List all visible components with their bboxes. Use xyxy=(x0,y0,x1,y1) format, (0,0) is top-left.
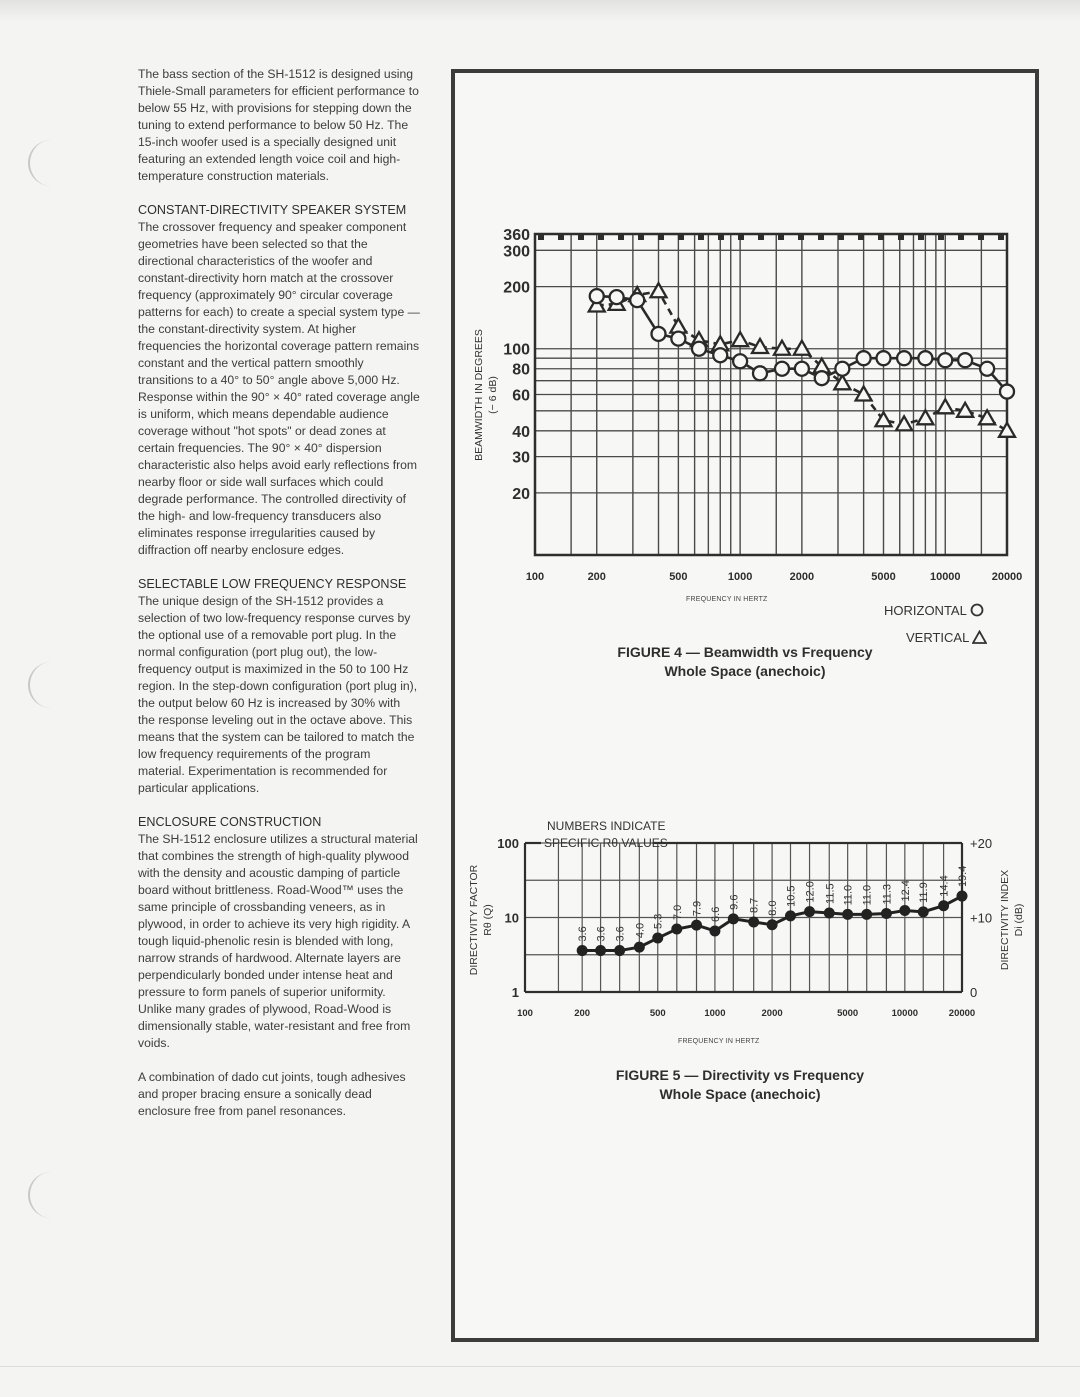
tick-mark xyxy=(698,234,704,240)
filled-circle-marker-icon xyxy=(899,905,910,916)
svg-text:Di (dB): Di (dB) xyxy=(1013,903,1025,937)
x-tick-label: 5000 xyxy=(871,571,896,583)
filled-circle-marker-icon xyxy=(709,925,720,936)
tick-mark xyxy=(778,234,784,240)
svg-text:DIRECTIVITY INDEX: DIRECTIVITY INDEX xyxy=(999,869,1011,971)
tick-mark xyxy=(578,234,584,240)
x-tick-label: 500 xyxy=(669,571,688,583)
section-heading: SELECTABLE LOW FREQUENCY RESPONSE xyxy=(138,577,407,591)
value-label xyxy=(805,881,817,902)
value-label xyxy=(577,926,589,941)
svg-text:(− 6 dB): (− 6 dB) xyxy=(487,376,499,414)
circle-marker-icon xyxy=(775,362,789,376)
filled-circle-marker-icon xyxy=(691,920,702,931)
svg-text:3.6: 3.6 xyxy=(595,926,608,942)
x-tick-label: 100 xyxy=(517,1008,533,1019)
y-tick-label: 100 xyxy=(497,836,519,851)
figure5-directivity-chart xyxy=(455,815,1030,1030)
svg-text:BEAMWIDTH IN DEGREES: BEAMWIDTH IN DEGREES xyxy=(473,329,485,461)
section-enclosure xyxy=(138,814,420,1120)
svg-text:10.5: 10.5 xyxy=(785,885,798,907)
triangle-marker-icon xyxy=(856,387,872,401)
tick-mark xyxy=(818,234,824,240)
filled-circle-marker-icon xyxy=(767,919,778,930)
tick-mark xyxy=(858,234,864,240)
section-bass xyxy=(138,66,420,185)
value-label xyxy=(749,898,761,913)
tick-mark xyxy=(618,234,624,240)
y-right-tick-label: 0 xyxy=(970,985,978,1000)
circle-marker-icon xyxy=(651,327,665,341)
svg-text:11.3: 11.3 xyxy=(881,883,894,905)
figure5-ylabel-left xyxy=(468,864,494,975)
x-tick-label: 20000 xyxy=(948,1008,976,1019)
circle-marker-icon xyxy=(877,351,891,365)
x-tick-label: 200 xyxy=(587,571,606,583)
tick-mark xyxy=(538,234,544,240)
circle-marker-icon xyxy=(671,332,685,346)
value-label xyxy=(767,900,779,915)
x-tick-label: 1000 xyxy=(727,571,753,583)
paragraph: The unique design of the SH-1512 provides a selection of two low-frequency response curves by the optional use of a removable port plug. In the normal configuration (port plug out), the low-frequency output is maximized in the 50 to 100 Hz region. In the step-down configuration (port plug in), the output below 60 Hz is increased by 30% with the response leveling out in the octave above. This means that the system can be tailored to match the low frequency requirements of the program material. Experimentation is recommended for particular applications. xyxy=(138,594,418,795)
x-tick-label: 20000 xyxy=(991,571,1023,583)
figure4-caption xyxy=(585,643,905,681)
value-label xyxy=(785,885,797,906)
y-right-tick-label: +10 xyxy=(970,910,993,926)
x-tick-label: 500 xyxy=(649,1008,666,1019)
svg-text:9.6: 9.6 xyxy=(728,894,741,910)
paragraph: The bass section of the SH-1512 is designed using Thiele-Small parameters for efficient performance to below 55 Hz, with provisions for stepping down the tuning to extend performance to below 50 Hz. The 15-inch woofer used is a specially designed unit featuring an extended length voice coil and high-temperature construction materials. xyxy=(138,67,419,183)
svg-text:11.0: 11.0 xyxy=(842,884,855,906)
paragraph: A combination of dado cut joints, tough adhesives and proper bracing ensure a sonically dead enclosure free from panel resonances. xyxy=(138,1070,406,1118)
section-heading: ENCLOSURE CONSTRUCTION xyxy=(138,815,322,829)
svg-text:14.4: 14.4 xyxy=(938,875,951,897)
svg-text:7.9: 7.9 xyxy=(691,900,704,917)
section-constant-directivity xyxy=(138,202,420,559)
figure5-caption-subtitle: Whole Space (anechoic) xyxy=(659,1086,821,1102)
tick-mark xyxy=(898,234,904,240)
tick-mark xyxy=(918,234,924,240)
circle-marker-icon xyxy=(815,371,829,385)
circle-marker-icon xyxy=(630,293,644,307)
value-label xyxy=(939,875,951,896)
figure4-caption-title: FIGURE 4 — Beamwidth vs Frequency xyxy=(617,644,873,660)
body-text-column xyxy=(138,66,420,1137)
figure5-caption xyxy=(580,1066,900,1104)
value-label xyxy=(596,926,608,941)
section-low-frequency xyxy=(138,576,420,797)
filled-circle-marker-icon xyxy=(842,909,853,920)
tick-mark xyxy=(738,234,744,240)
filled-circle-marker-icon xyxy=(824,907,835,918)
value-label xyxy=(615,926,627,941)
triangle-marker-icon xyxy=(917,410,933,424)
circle-marker-icon xyxy=(753,366,767,380)
figure5-ylabel-right xyxy=(999,870,1025,970)
tick-mark xyxy=(678,234,684,240)
filled-circle-marker-icon xyxy=(861,909,872,920)
filled-circle-marker-icon xyxy=(881,908,892,919)
svg-text:19.4: 19.4 xyxy=(957,865,969,888)
legend-horizontal xyxy=(884,603,984,618)
figure4-ylabel xyxy=(473,329,499,461)
x-tick-label: 2000 xyxy=(761,1008,783,1019)
filled-circle-marker-icon xyxy=(728,913,739,924)
circle-marker-icon xyxy=(692,342,706,356)
svg-text:3.6: 3.6 xyxy=(614,926,627,942)
filled-circle-marker-icon xyxy=(614,945,625,956)
figure5-note: SPECIFIC Rθ VALUES xyxy=(544,836,668,850)
filled-circle-marker-icon xyxy=(652,933,663,944)
triangle-marker-icon xyxy=(972,630,987,644)
scan-bottom-edge xyxy=(0,1366,1080,1367)
x-tick-label: 1000 xyxy=(704,1008,726,1019)
tick-mark xyxy=(998,234,1004,240)
y-tick-label: 360 xyxy=(503,227,530,244)
filled-circle-marker-icon xyxy=(918,906,929,917)
value-label xyxy=(862,885,874,906)
tick-mark xyxy=(718,234,724,240)
tick-mark xyxy=(938,234,944,240)
tick-mark xyxy=(878,234,884,240)
circle-marker-icon xyxy=(970,603,984,617)
y-tick-label: 60 xyxy=(512,387,530,405)
svg-text:12.0: 12.0 xyxy=(804,881,817,903)
circle-marker-icon xyxy=(857,351,871,365)
y-tick-label: 10 xyxy=(504,910,519,926)
triangle-marker-icon xyxy=(999,423,1015,437)
svg-text:12.4: 12.4 xyxy=(899,880,912,902)
x-tick-label: 200 xyxy=(574,1008,591,1019)
value-label xyxy=(918,882,930,903)
legend-vertical-label: VERTICAL xyxy=(906,630,969,645)
tick-mark xyxy=(758,234,764,240)
circle-marker-icon xyxy=(918,351,932,365)
svg-text:11.5: 11.5 xyxy=(824,883,837,904)
svg-text:11.0: 11.0 xyxy=(861,884,874,906)
filled-circle-marker-icon xyxy=(577,945,588,956)
filled-circle-marker-icon xyxy=(938,900,949,911)
circle-marker-icon xyxy=(590,289,604,303)
y-tick-label: 30 xyxy=(512,449,530,467)
tick-mark xyxy=(958,234,964,240)
y-tick-label: 200 xyxy=(503,279,530,297)
svg-text:5.3: 5.3 xyxy=(652,913,665,930)
figure4-caption-subtitle: Whole Space (anechoic) xyxy=(664,663,826,679)
value-label xyxy=(710,907,722,922)
triangle-marker-icon xyxy=(650,283,666,297)
svg-text:3.6: 3.6 xyxy=(577,926,590,942)
value-label xyxy=(634,923,646,938)
circle-marker-icon xyxy=(938,353,952,367)
figure5-note: NUMBERS INDICATE xyxy=(547,819,666,833)
figure5-caption-title: FIGURE 5 — Directivity vs Frequency xyxy=(615,1067,865,1083)
svg-text:7.0: 7.0 xyxy=(671,904,684,921)
svg-text:DIRECTIVITY FACTOR: DIRECTIVITY FACTOR xyxy=(468,864,480,976)
value-label xyxy=(672,905,684,920)
value-label xyxy=(900,880,912,901)
tick-mark xyxy=(638,234,644,240)
circle-marker-icon xyxy=(795,362,809,376)
circle-marker-icon xyxy=(610,290,624,304)
svg-text:6.6: 6.6 xyxy=(709,906,722,922)
value-label xyxy=(957,866,969,887)
filled-circle-marker-icon xyxy=(595,945,606,956)
tick-mark xyxy=(978,234,984,240)
circle-marker-icon xyxy=(713,348,727,362)
tick-mark xyxy=(838,234,844,240)
section-heading: CONSTANT-DIRECTIVITY SPEAKER SYSTEM xyxy=(138,203,407,217)
y-tick-label: 100 xyxy=(503,341,530,359)
tick-mark xyxy=(558,234,564,240)
circle-marker-icon xyxy=(835,362,849,376)
tick-mark xyxy=(658,234,664,240)
y-right-tick-label: +20 xyxy=(970,836,993,851)
x-tick-label: 10000 xyxy=(891,1008,919,1019)
triangle-marker-icon xyxy=(732,332,748,346)
value-label xyxy=(653,914,665,929)
svg-text:Rθ (Q): Rθ (Q) xyxy=(482,904,494,936)
legend-horizontal-label: HORIZONTAL xyxy=(884,603,967,618)
value-label xyxy=(881,884,893,905)
filled-circle-marker-icon xyxy=(957,891,968,902)
circle-marker-icon xyxy=(1000,385,1014,399)
svg-text:4.0: 4.0 xyxy=(634,922,647,939)
paragraph: The crossover frequency and speaker component geometries have been selected so that the directional characteristics of the woofer and constant-directivity horn match at the crossover frequency (approximately 90° circular coverage patterns for each) to create a special system type — the constant-directivity system. At higher frequencies the horizontal coverage pattern remains constant and the vertical pattern smoothly transitions to a 40° to 50° angle above 5,000 Hz. Response within the 90° × 40° rated coverage angle is uniform, which means dependable audience coverage without "hot spots" or dead zones at certain frequencies. The 90° × 40° dispersion characteristic also helps avoid early reflections from nearby floor or side wall surfaces which could degrade performance. The controlled directivity of the high- and low-frequency transducers also eliminates response irregularities caused by diffraction off nearby enclosure edges. xyxy=(138,220,420,557)
svg-text:8.7: 8.7 xyxy=(748,897,761,914)
y-tick-label: 1 xyxy=(511,985,519,1000)
paragraph: The SH-1512 enclosure utilizes a structural material that combines the strength of high-quality plywood with the density and acoustic damping of particle board without brittleness. Road-Wood™ uses the same principle of crossbanding veneers, as in plywood, in order to achieve its very high rigidity. A tough liquid-phenolic resin is blended with long, narrow strands of hardwood. Alternate layers are perpendicularly bonded under intense heat and pressure to form panels of superior uniformity. Unlike many grades of plywood, Road-Wood is dimensionally stable, water-resistant and free from voids. xyxy=(138,832,418,1050)
circle-marker-icon xyxy=(897,351,911,365)
value-label xyxy=(824,883,836,904)
filled-circle-marker-icon xyxy=(671,924,682,935)
filled-circle-marker-icon xyxy=(634,942,645,953)
filled-circle-marker-icon xyxy=(785,910,796,921)
y-tick-label: 20 xyxy=(512,485,530,503)
triangle-marker-icon xyxy=(937,399,953,413)
svg-text:8.0: 8.0 xyxy=(767,900,780,916)
x-tick-label: 10000 xyxy=(929,571,961,583)
y-tick-label: 80 xyxy=(512,361,530,379)
figure5-xlabel: FREQUENCY IN HERTZ xyxy=(678,1038,760,1045)
y-tick-label: 300 xyxy=(503,243,530,261)
triangle-marker-icon xyxy=(896,416,912,430)
legend-vertical xyxy=(906,630,987,645)
figure4-beamwidth-chart xyxy=(455,215,1030,585)
x-tick-label: 2000 xyxy=(789,571,815,583)
filled-circle-marker-icon xyxy=(748,917,759,928)
figure4-xlabel: FREQUENCY IN HERTZ xyxy=(686,596,768,603)
circle-marker-icon xyxy=(980,362,994,376)
x-tick-label: 5000 xyxy=(837,1008,859,1019)
value-label xyxy=(728,895,740,910)
x-tick-label: 100 xyxy=(525,571,545,583)
svg-text:11.9: 11.9 xyxy=(918,882,931,903)
value-label xyxy=(692,901,704,916)
y-tick-label: 40 xyxy=(512,423,530,441)
scan-top-edge xyxy=(0,0,1080,22)
triangle-marker-icon xyxy=(876,412,892,426)
tick-mark xyxy=(798,234,804,240)
circle-marker-icon xyxy=(733,354,747,368)
filled-circle-marker-icon xyxy=(804,906,815,917)
circle-marker-icon xyxy=(958,353,972,367)
value-label xyxy=(843,885,855,906)
tick-mark xyxy=(598,234,604,240)
